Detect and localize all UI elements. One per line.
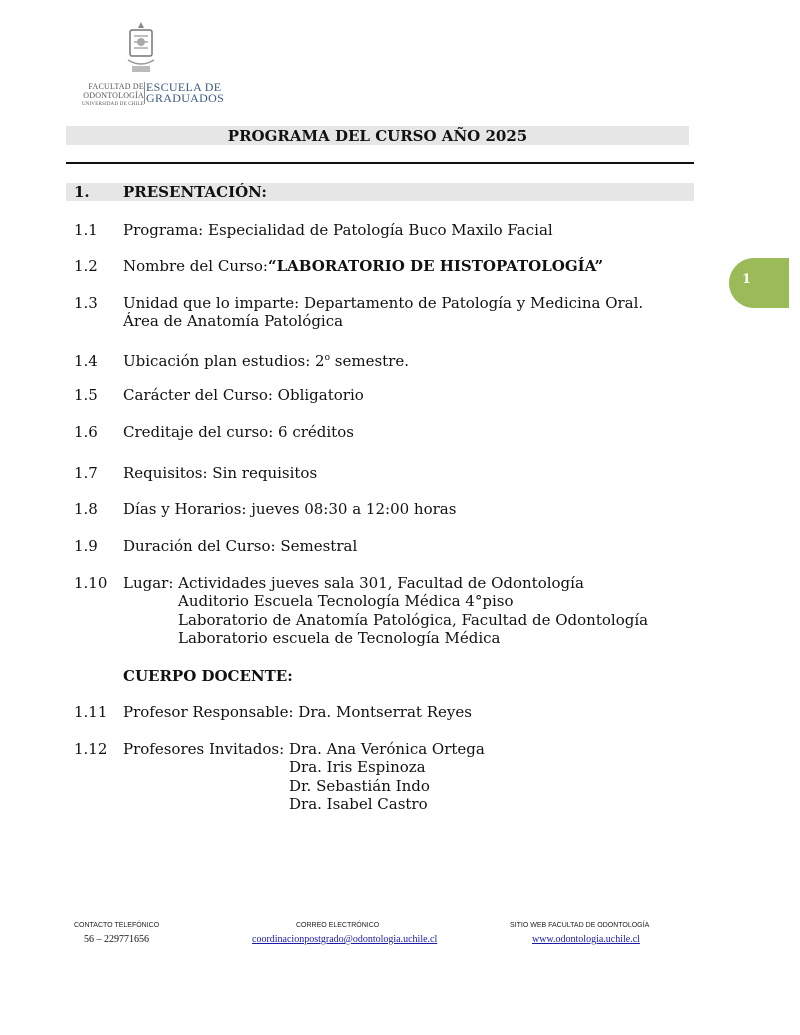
item-1-10 [74, 574, 584, 592]
item-number: 1.1 [74, 221, 98, 239]
item-text: Profesor Responsable: Dra. Montserrat Reyes [123, 703, 472, 721]
location-line: Laboratorio de Anatomía Patológica, Facultad de Odontología [178, 611, 649, 629]
item-number: 1.9 [74, 537, 98, 555]
logo-faculty-text: FACULTAD DE ODONTOLOGÍA UNIVERSIDAD DE CHILE [81, 82, 144, 107]
item-1-11 [74, 703, 472, 721]
section-number: 1. [74, 183, 90, 201]
course-name: “LABORATORIO DE HISTOPATOLOGÍA” [267, 257, 604, 275]
footer-email-label: CORREO ELECTRÓNICO [296, 922, 380, 929]
guest-professor: Dr. Sebastián Indo [289, 777, 430, 795]
item-number: 1.4 [74, 352, 98, 370]
page-number-badge [729, 258, 789, 308]
item-1-3-line2: Área de Anatomía Patológica [123, 312, 344, 330]
item-text: Requisitos: Sin requisitos [123, 464, 318, 482]
ordinal-sup: o [324, 353, 330, 363]
item-1-1 [74, 221, 553, 239]
item-text: Lugar: Actividades jueves sala 301, Facultad de Odontología [123, 574, 584, 592]
location-line: Auditorio Escuela Tecnología Médica 4°piso [178, 592, 514, 610]
item-1-5 [74, 386, 364, 404]
item-1-4 [74, 349, 409, 370]
item-number: 1.10 [74, 574, 108, 592]
item-number: 1.11 [74, 703, 108, 721]
item-text-after: semestre. [330, 352, 409, 370]
footer-phone: 56 – 229771656 [84, 934, 149, 945]
item-text: Programa: Especialidad de Patología Buco Maxilo Facial [123, 221, 553, 239]
item-1-8 [74, 500, 456, 518]
item-1-7 [74, 464, 317, 482]
footer-phone-label: CONTACTO TELEFÓNICO [74, 922, 160, 929]
item-text: Creditaje del curso: 6 créditos [123, 423, 354, 441]
guest-professor: Dra. Isabel Castro [289, 795, 428, 813]
page-number: 1 [742, 272, 752, 287]
item-number: 1.7 [74, 464, 98, 482]
logo-school-text: ESCUELA DE GRADUADOS [146, 80, 225, 105]
item-1-9 [74, 537, 357, 555]
university-crest-icon [124, 20, 158, 78]
item-number: 1.8 [74, 500, 98, 518]
item-text: Profesores Invitados: Dra. Ana Verónica Ortega [123, 740, 485, 758]
page-title: PROGRAMA DEL CURSO AÑO 2025 [227, 127, 528, 145]
item-1-12 [74, 740, 485, 758]
item-text: Carácter del Curso: Obligatorio [123, 386, 364, 404]
item-text: Unidad que lo imparte: Departamento de Patología y Medicina Oral. [123, 294, 644, 312]
footer-web-label: SITIO WEB FACULTAD DE ODONTOLOGÍA [510, 922, 650, 929]
title-divider [66, 162, 694, 164]
item-number: 1.6 [74, 423, 98, 441]
item-1-2 [74, 257, 603, 275]
item-number: 1.5 [74, 386, 98, 404]
item-text: Días y Horarios: jueves 08:30 a 12:00 horas [123, 500, 457, 518]
item-number: 1.3 [74, 294, 98, 312]
footer-web-link[interactable]: www.odontologia.uchile.cl [532, 934, 640, 945]
item-text: Ubicación plan estudios: 2 [123, 352, 325, 370]
item-text: Duración del Curso: Semestral [123, 537, 358, 555]
item-1-3 [74, 294, 643, 312]
location-line: Laboratorio escuela de Tecnología Médica [178, 629, 501, 647]
cuerpo-docente-title: CUERPO DOCENTE: [123, 667, 293, 685]
footer-email-link[interactable]: coordinacionpostgrado@odontologia.uchile.cl [252, 934, 438, 945]
item-number: 1.12 [74, 740, 108, 758]
guest-professor: Dra. Iris Espinoza [289, 758, 426, 776]
item-text: Nombre del Curso: [123, 257, 268, 275]
item-1-6 [74, 423, 354, 441]
item-number: 1.2 [74, 257, 98, 275]
section-title: PRESENTACIÓN: [123, 183, 267, 201]
logo-divider [144, 82, 145, 104]
